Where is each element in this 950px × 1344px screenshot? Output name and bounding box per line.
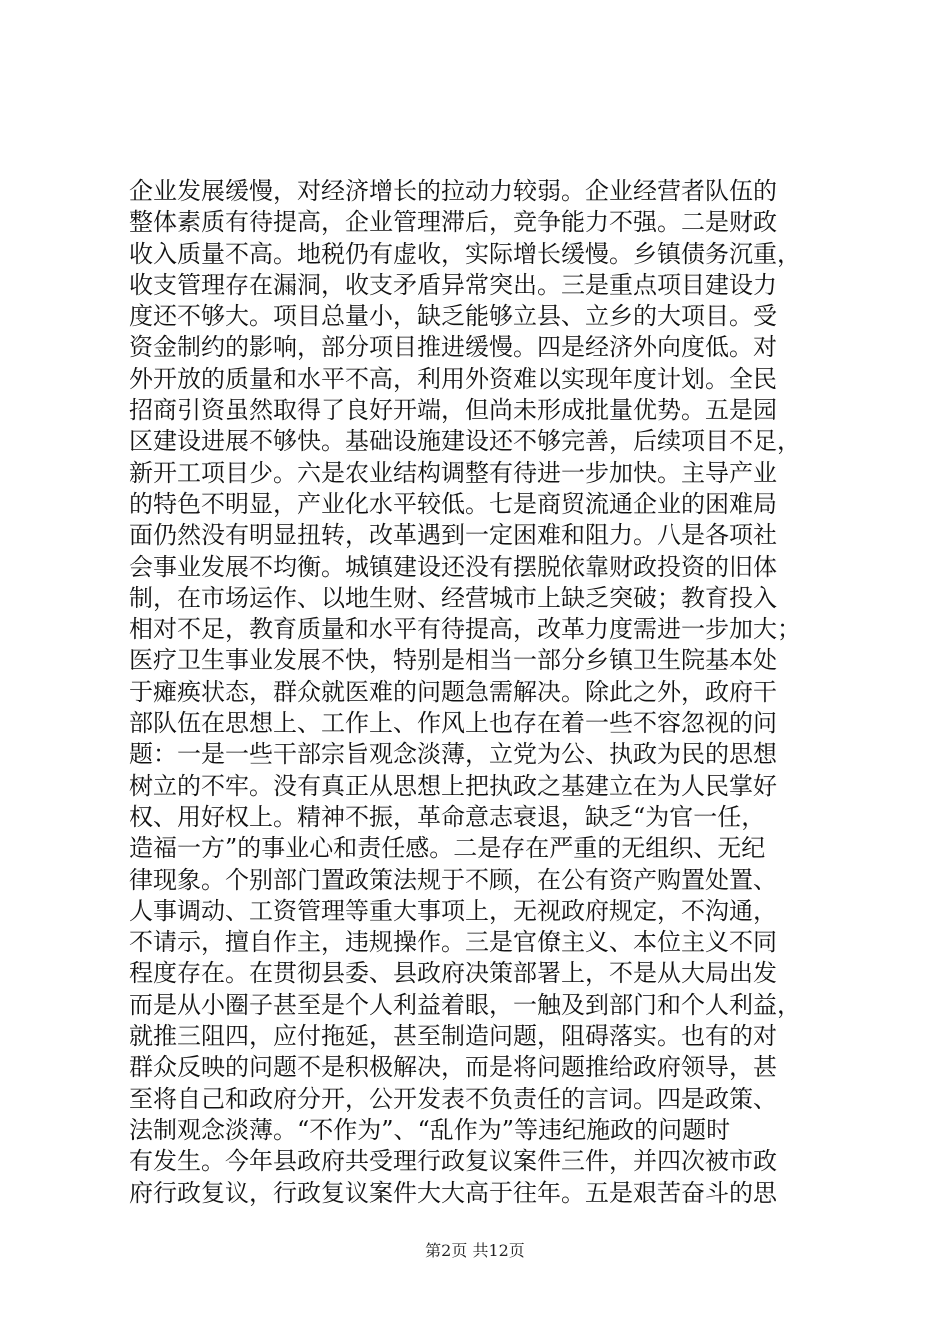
text-line: 部队伍在思想上、工作上、作风上也存在着一些不容忽视的问	[129, 709, 777, 738]
text-line: 度还不够大。项目总量小，缺乏能够立县、立乡的大项目。受	[129, 302, 777, 331]
text-line: 的特色不明显，产业化水平较低。七是商贸流通企业的困难局	[129, 489, 777, 518]
text-line: 至将自己和政府分开，公开发表不负责任的言词。四是政策、	[129, 1084, 777, 1113]
text-line: 企业发展缓慢，对经济增长的拉动力较弱。企业经营者队伍的	[129, 177, 777, 205]
text-line: 资金制约的影响，部分项目推进缓慢。四是经济外向度低。对	[129, 333, 777, 362]
text-line: 收支管理存在漏洞，收支矛盾异常突出。三是重点项目建设力	[129, 270, 777, 299]
text-line: 程度存在。在贯彻县委、县政府决策部署上，不是从大局出发	[129, 959, 777, 988]
text-line: 而是从小圈子甚至是个人利益着眼，一触及到部门和个人利益，	[129, 990, 801, 1019]
page-number-footer: 第2页 共12页	[425, 1241, 525, 1260]
text-line: 题：一是一些干部宗旨观念淡薄，立党为公、执政为民的思想	[129, 740, 777, 769]
text-line: 整体素质有待提高，企业管理滞后，竞争能力不强。二是财政	[129, 208, 777, 237]
text-line: 就推三阻四，应付拖延，甚至制造问题，阻碍落实。也有的对	[129, 1022, 777, 1051]
text-line: 不请示，擅自作主，违规操作。三是官僚主义、本位主义不同	[129, 928, 777, 957]
text-line: 有发生。今年县政府共受理行政复议案件三件，并四次被市政	[129, 1147, 777, 1176]
text-line: 收入质量不高。地税仍有虚收，实际增长缓慢。乡镇债务沉重，	[129, 239, 801, 268]
text-line: 区建设进展不够快。基础设施建设还不够完善，后续项目不足，	[129, 427, 801, 456]
text-line: 群众反映的问题不是积极解决，而是将问题推给政府领导，甚	[129, 1053, 777, 1082]
text-line: 法制观念淡薄。“不作为”、“乱作为”等违纪施政的问题时	[129, 1115, 731, 1144]
body-text	[129, 176, 829, 1209]
text-line: 于瘫痪状态，群众就医难的问题急需解决。除此之外，政府干	[129, 677, 777, 706]
text-line: 会事业发展不均衡。城镇建设还没有摆脱依靠财政投资的旧体	[129, 552, 777, 581]
text-line: 造福一方”的事业心和责任感。二是存在严重的无组织、无纪	[129, 834, 766, 863]
text-line: 府行政复议，行政复议案件大大高于往年。五是艰苦奋斗的思	[129, 1178, 777, 1207]
text-line: 医疗卫生事业发展不快，特别是相当一部分乡镇卫生院基本处	[129, 646, 777, 675]
text-line: 权、用好权上。精神不振，革命意志衰退，缺乏“为官一任，	[129, 802, 766, 831]
text-line: 新开工项目少。六是农业结构调整有待进一步加快。主导产业	[129, 458, 777, 487]
text-line: 树立的不牢。没有真正从思想上把执政之基建立在为人民掌好	[129, 771, 777, 800]
text-line: 相对不足，教育质量和水平有待提高，改革力度需进一步加大；	[129, 615, 801, 644]
text-line: 外开放的质量和水平不高，利用外资难以实现年度计划。全民	[129, 364, 777, 393]
text-line: 律现象。个别部门置政策法规于不顾，在公有资产购置处置、	[129, 865, 777, 894]
text-line: 面仍然没有明显扭转，改革遇到一定困难和阻力。八是各项社	[129, 521, 777, 550]
text-line: 人事调动、工资管理等重大事项上，无视政府规定，不沟通，	[129, 896, 777, 925]
text-line: 制，在市场运作、以地生财、经营城市上缺乏突破；教育投入	[129, 583, 777, 612]
text-line: 招商引资虽然取得了良好开端，但尚未形成批量优势。五是园	[129, 396, 777, 425]
